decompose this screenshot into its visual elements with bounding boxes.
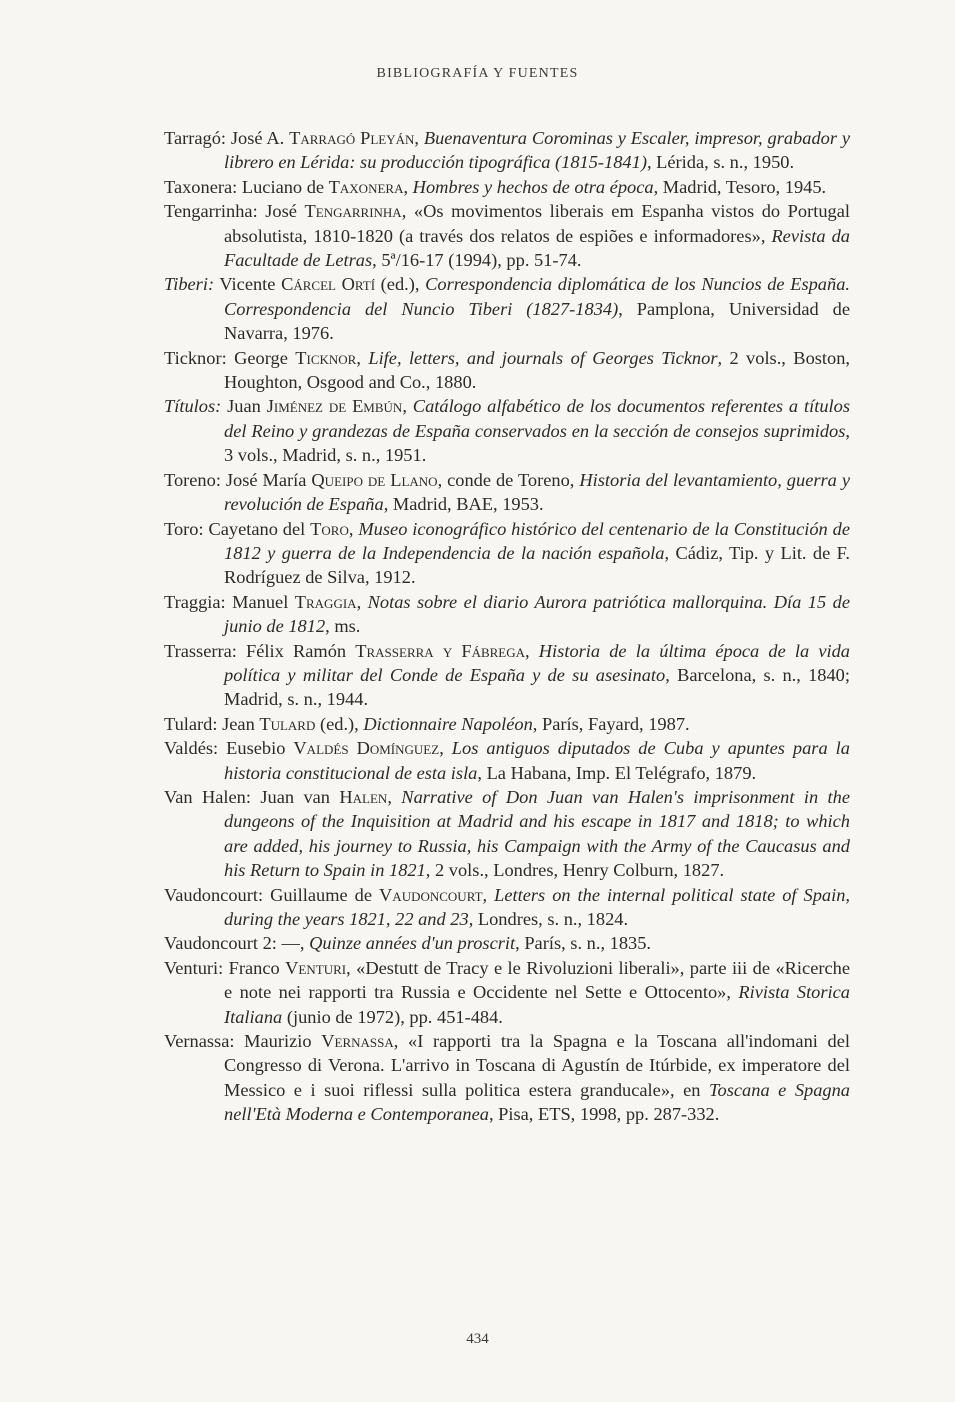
entry-title: Revista da Facultade de Letras xyxy=(224,225,850,271)
entry-text: Jean xyxy=(217,713,260,734)
bibliography-entry xyxy=(164,468,850,517)
entry-title: Narrative of Don Juan van Halen's imprisonment in the dungeons of the Inquisition at Madrid and his escape in 1817 and 1818; to which are added, his journey to Russia, his Campaign with the Army of the Caucasus and his Return to Spain in 1821 xyxy=(224,786,850,881)
entry-text: , «Os movimentos liberais em Espanha vistos do Portugal absolutista, 1810-1820 (a través dos relatos de espiões e informadores», xyxy=(224,201,850,246)
entry-author: Toro xyxy=(310,518,349,539)
entry-key: Van Halen: xyxy=(164,786,251,807)
entry-text: , xyxy=(439,738,452,759)
bibliography-list xyxy=(164,126,850,1127)
entry-text: , Madrid, BAE, 1953. xyxy=(383,494,544,515)
entry-key: Tarragó: xyxy=(164,128,227,148)
entry-title: Historia de la última época de la vida política y militar del Conde de España y de su asesinato xyxy=(224,640,850,685)
page-number: 434 xyxy=(466,1331,489,1347)
entry-text: , xyxy=(525,640,539,661)
entry-key: Valdés: xyxy=(164,738,219,759)
entry-author: Traggia xyxy=(294,591,357,612)
entry-text: , La Habana, Imp. El Telégrafo, 1879. xyxy=(477,762,757,783)
entry-text: Manuel xyxy=(225,591,295,612)
entry-text: , xyxy=(402,396,413,417)
bibliography-entry xyxy=(164,712,850,736)
entry-author: Venturi xyxy=(285,957,347,978)
entry-text: , xyxy=(403,176,413,197)
entry-author: Tengarrinha xyxy=(304,201,402,222)
bibliography-entry xyxy=(164,639,850,712)
entry-key: Traggia: xyxy=(164,591,226,612)
entry-text: Juan van xyxy=(251,786,340,807)
entry-title: Museo iconográfico histórico del centenario de la Constitución de 1812 y guerra de la Independencia de la nación española xyxy=(224,518,851,563)
entry-text: , Pamplona, Universidad de Navarra, 1976. xyxy=(224,298,850,344)
bibliography-entry xyxy=(164,346,850,395)
entry-text: , Madrid, Tesoro, 1945. xyxy=(653,176,827,197)
entry-author: Vaudoncourt xyxy=(379,884,483,905)
entry-key: Vaudoncourt: xyxy=(164,884,264,905)
entry-title: Los antiguos diputados de Cuba y apuntes para la historia constitucional de esta isla xyxy=(224,738,850,783)
entry-text: , Londres, s. n., 1824. xyxy=(468,909,629,929)
entry-text: (ed.), xyxy=(315,713,364,734)
entry-author: Trasserra y Fábrega xyxy=(355,640,526,661)
entry-author: Halen xyxy=(339,786,388,807)
entry-key: Tengarrinha: xyxy=(164,201,258,222)
entry-text: George xyxy=(226,347,296,368)
entry-key: Toro: xyxy=(164,518,204,539)
entry-title: Catálogo alfabético de los documentos referentes a títulos del Reino y grandezas de España conservados en la sección de consejos suprimidos xyxy=(224,396,850,441)
entry-author: Ticknor xyxy=(295,347,357,368)
bibliography-entry xyxy=(164,199,850,272)
bibliography-entry xyxy=(164,956,850,1029)
entry-text: , xyxy=(414,128,424,148)
entry-key: Vaudoncourt 2: xyxy=(164,933,277,954)
entry-text: José María xyxy=(220,469,312,490)
entry-title: Buenaventura Corominas y Escaler, impresor, grabador y librero en Lérida: su producción tipográfica (1815-1841) xyxy=(224,128,850,173)
entry-text: , Cádiz, Tip. y Lit. de F. Rodríguez de Silva, 1912. xyxy=(224,542,851,588)
entry-text: , xyxy=(482,884,495,905)
entry-author: Tulard xyxy=(259,713,316,734)
bibliography-entry xyxy=(164,1029,850,1127)
entry-key: Toreno: xyxy=(164,469,221,490)
entry-title: Historia del levantamiento, guerra y revolución de España xyxy=(224,469,850,515)
entry-text: Maurizio xyxy=(234,1031,322,1052)
entry-text: , xyxy=(356,591,368,612)
entry-title: Quinze années d'un proscrit xyxy=(309,933,516,954)
entry-text: —, xyxy=(276,933,310,954)
bibliography-entry xyxy=(164,517,850,590)
bibliography-entry xyxy=(164,590,850,639)
entry-author: Queipo de Llano xyxy=(311,469,438,490)
entry-text: Cayetano del xyxy=(203,518,311,539)
bibliography-entry xyxy=(164,175,850,199)
entry-title: Letters on the internal political state of Spain, during the years 1821, 22 and 23 xyxy=(224,884,850,929)
entry-title: Dictionnaire Napoléon xyxy=(363,713,533,734)
entry-text: , París, s. n., 1835. xyxy=(515,933,652,954)
bibliography-entry xyxy=(164,883,850,932)
entry-text: , xyxy=(387,786,402,807)
running-header: BIBLIOGRAFÍA Y FUENTES xyxy=(376,66,579,81)
entry-key: Tiberi: xyxy=(164,274,215,295)
entry-key: Venturi: xyxy=(164,957,224,978)
bibliography-entry xyxy=(164,931,850,955)
entry-author: Taxonera xyxy=(328,176,404,197)
entry-author: Jiménez de Embún xyxy=(266,396,403,417)
entry-text: , Lérida, s. n., 1950. xyxy=(646,152,795,173)
entry-key: Vernassa: xyxy=(164,1031,235,1052)
entry-text: Félix Ramón xyxy=(236,640,356,661)
bibliography-entry xyxy=(164,736,850,785)
entry-title: Toscana e Spagna nell'Età Moderna e Contemporanea xyxy=(224,1079,851,1125)
entry-key: Títulos: xyxy=(164,396,222,417)
entry-text: , conde de Toreno, xyxy=(437,469,580,490)
entry-text: José A. xyxy=(226,128,290,148)
entry-text: Vicente xyxy=(214,274,282,295)
entry-key: Trasserra: xyxy=(164,640,237,661)
entry-title: Hombres y hechos de otra época xyxy=(412,176,654,197)
entry-text: , «I rapporti tra la Spagna e la Toscana all'indomani del Congresso di Verona. L'arrivo in Toscana di Agustín de Itúrbide, ex imperatore del Messico e i suoi riflessi sulla politica estera granducale», en xyxy=(224,1031,850,1100)
entry-text: Franco xyxy=(223,957,286,978)
entry-title: Correspondencia diplomática de los Nuncios de España. Correspondencia del Nuncio Tiberi (1827-1834) xyxy=(224,274,850,319)
entry-text: , 3 vols., Madrid, s. n., 1951. xyxy=(224,420,850,466)
entry-text: Juan xyxy=(221,396,267,417)
entry-text: , 2 vols., Londres, Henry Colburn, 1827. xyxy=(425,860,725,881)
entry-text: , xyxy=(356,347,369,368)
entry-key: Ticknor: xyxy=(164,347,227,368)
entry-author: Vernassa xyxy=(321,1031,394,1052)
entry-text: , París, Fayard, 1987. xyxy=(532,713,690,734)
entry-text: Luciano de xyxy=(237,176,329,197)
entry-title: Life, letters, and journals of Georges Ticknor xyxy=(368,347,718,368)
entry-text: , 2 vols., Boston, Houghton, Osgood and Co., 1880. xyxy=(224,347,851,393)
entry-key: Tulard: xyxy=(164,713,218,734)
entry-title: Rivista Storica Italiana xyxy=(224,982,850,1027)
entry-text: (junio de 1972), pp. 451-484. xyxy=(282,1006,503,1027)
entry-title: Notas sobre el diario Aurora patriótica mallorquina. Día 15 de junio de 1812 xyxy=(224,591,850,637)
entry-author: Tarragó Pleyán xyxy=(289,128,415,148)
entry-text: (ed.), xyxy=(375,274,426,295)
entry-key: Taxonera: xyxy=(164,176,238,197)
entry-text: , «Destutt de Tracy e le Rivoluzioni liberali», parte iii de «Ricerche e note nei rapporti tra Russia e Occidente nel Sette e Ottocento», xyxy=(224,957,850,1003)
entry-text: , Pisa, ETS, 1998, pp. 287-332. xyxy=(488,1104,720,1125)
entry-text: José xyxy=(257,201,305,222)
bibliography-entry xyxy=(164,126,850,175)
entry-text: Guillaume de xyxy=(263,884,380,905)
entry-text: , xyxy=(348,518,359,539)
entry-text: Eusebio xyxy=(218,738,294,759)
bibliography-entry xyxy=(164,394,850,467)
bibliography-entry xyxy=(164,272,850,345)
entry-text: , Barcelona, s. n., 1840; Madrid, s. n., 1944. xyxy=(224,664,850,710)
entry-author: Cárcel Ortí xyxy=(281,274,376,295)
bibliography-entry xyxy=(164,785,850,883)
entry-text: , ms. xyxy=(325,616,361,637)
entry-text: , 5ª/16-17 (1994), pp. 51-74. xyxy=(372,250,582,271)
entry-author: Valdés Domínguez xyxy=(293,738,440,759)
